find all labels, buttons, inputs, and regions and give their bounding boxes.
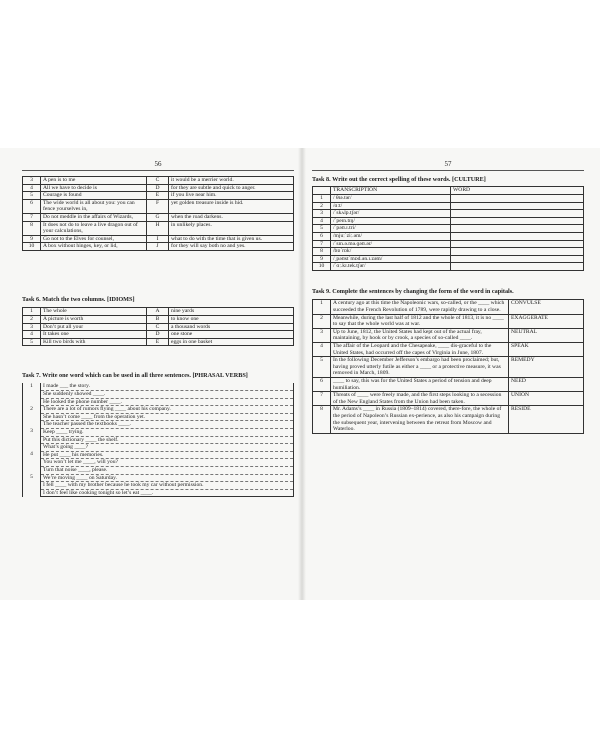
match-letter: A — [147, 308, 169, 316]
right-phrase: what to do with the time that is given us. — [169, 235, 294, 243]
match-letter: C — [147, 323, 169, 331]
row-number: 8 — [313, 406, 331, 433]
right-phrase: if you live near him. — [169, 192, 294, 200]
sentence: Mr. Adams’s ____ in Russia (1809–1814) covered, there-fore, the whole of the period of Napoleon’s Russian ex-perience, as also his campaign during the subsequent year, intervening between the retreat from Moscow and Waterloo. — [331, 406, 509, 433]
match-letter: C — [147, 177, 169, 185]
table-row — [313, 202, 584, 210]
table-row — [23, 383, 294, 390]
word-answer-cell[interactable] — [451, 232, 584, 240]
row-number: 5 — [313, 357, 331, 378]
right-phrase: when the road darkens. — [169, 213, 294, 221]
left-phrase: A pen is to me — [41, 177, 147, 185]
right-page — [312, 148, 584, 600]
book-gutter — [298, 148, 306, 600]
word-answer-cell[interactable] — [451, 202, 584, 210]
row-number: 4 — [23, 331, 41, 339]
idioms-continued-table — [22, 176, 294, 251]
word-answer-cell[interactable] — [451, 195, 584, 203]
row-number: 1 — [313, 195, 331, 203]
table-row — [23, 391, 294, 399]
left-phrase: The whole — [41, 308, 147, 316]
table-row — [23, 413, 294, 421]
sentence-line: I don’t feel like cooking tonight so let’s eat ____. — [41, 489, 294, 497]
table-row — [23, 482, 294, 490]
word-answer-cell[interactable] — [451, 225, 584, 233]
sentence-line: He put ____ his memories. — [41, 451, 294, 459]
table-row — [23, 177, 294, 185]
task7-table — [22, 383, 294, 497]
table-row — [23, 308, 294, 316]
left-phrase: All we have to decide is — [41, 184, 147, 192]
match-letter: B — [147, 316, 169, 324]
row-number: 1 — [23, 383, 41, 405]
task8-table — [312, 186, 584, 271]
table-row — [23, 235, 294, 243]
transcription: /ˈɑː.kɪ.tek.tʃər/ — [331, 263, 451, 271]
row-number: 3 — [23, 323, 41, 331]
table-row — [23, 213, 294, 221]
match-letter: D — [147, 184, 169, 192]
transcription: /ˈsɪn.ə.mə.ɡəʊ.ər/ — [331, 240, 451, 248]
sentence: ____ to say, this was for the United States a period of tension and deep humiliation. — [331, 377, 509, 391]
row-number: 4 — [313, 217, 331, 225]
right-phrase: for they are subtle and quick to anger. — [169, 184, 294, 192]
left-phrase: Kill two birds with — [41, 338, 147, 346]
table-row — [23, 428, 294, 436]
table-row — [313, 300, 584, 314]
transcription: /bɒˈrɒk/ — [331, 248, 451, 256]
left-page — [22, 148, 294, 600]
table-row — [313, 377, 584, 391]
table-row — [23, 184, 294, 192]
table-row — [313, 342, 584, 356]
table-row — [23, 199, 294, 213]
right-phrase: nine yards — [169, 308, 294, 316]
table-row — [23, 474, 294, 482]
table-row — [313, 232, 584, 240]
capital-word: RESIDE — [509, 406, 584, 433]
match-letter: G — [147, 213, 169, 221]
table-row — [23, 451, 294, 459]
sentence-line: There are a lot of rumors flying ____ about his company. — [41, 406, 294, 414]
transcription: /ˈpəʊ.ɪ.tri/ — [331, 225, 451, 233]
row-number: 4 — [23, 184, 41, 192]
table-row — [313, 240, 584, 248]
match-letter: E — [147, 192, 169, 200]
table-row — [23, 444, 294, 452]
sentence: Up to June, 1812, the United States had kept out of the actual fray, maintaining, by hook or by crook, a species of so-called ____. — [331, 328, 509, 342]
right-phrase: a thousand words — [169, 323, 294, 331]
capital-word: NEUTRAL — [509, 328, 584, 342]
row-number: 4 — [23, 451, 41, 474]
transcription: /mjuːˈziː.əm/ — [331, 232, 451, 240]
header-rule — [22, 170, 294, 171]
table-row — [23, 192, 294, 200]
word-answer-cell[interactable] — [451, 210, 584, 218]
page-number: 56 — [154, 160, 162, 168]
left-phrase: Don’t put all your — [41, 323, 147, 331]
row-number: 3 — [23, 428, 41, 451]
row-number: 5 — [23, 192, 41, 200]
table-row — [23, 421, 294, 429]
sentence-line: Turn that noise ____, please. — [41, 466, 294, 474]
right-phrase: eggs in one basket — [169, 338, 294, 346]
row-number: 7 — [313, 240, 331, 248]
sentence-line: The teacher passed the textbooks ____. — [41, 421, 294, 429]
book-spread — [0, 148, 600, 600]
row-number: 1 — [23, 308, 41, 316]
left-phrase: It does not do to leave a live dragon out of your calculations, — [41, 221, 147, 235]
transcription: / θɪə.tər/ — [331, 195, 451, 203]
sentence: A century ago at this time the Napoleonic wars, so-called, or the ____ which succeeded the French Revolution of 1789, were rapidly drawing to a close. — [331, 300, 509, 314]
table-row — [23, 406, 294, 414]
capital-word: EXAGGERATE — [509, 314, 584, 328]
table-row — [313, 392, 584, 406]
right-phrase: it would be a merrier world. — [169, 177, 294, 185]
table-row — [313, 217, 584, 225]
task8-block — [312, 176, 584, 271]
task-title: Task 8. Write out the correct spelling of these words. [CULTURE] — [312, 176, 486, 183]
row-number: 2 — [313, 202, 331, 210]
row-number: 3 — [23, 177, 41, 185]
header-cell: TRANSCRIPTION — [331, 187, 451, 195]
sentence-line: I fell ____ with my brother because he took my car without permission. — [41, 482, 294, 490]
row-number: 3 — [313, 328, 331, 342]
row-number: 5 — [23, 338, 41, 346]
table-row — [313, 328, 584, 342]
row-number: 2 — [313, 314, 331, 328]
row-number: 7 — [23, 213, 41, 221]
left-phrase: A box without hinges, key, or lid, — [41, 243, 147, 251]
match-letter: I — [147, 235, 169, 243]
row-number: 2 — [23, 316, 41, 324]
table-row — [23, 243, 294, 251]
header-cell — [313, 187, 331, 195]
table-row — [23, 489, 294, 497]
row-number: 5 — [23, 474, 41, 497]
sentence-line: Keep ____ trying. — [41, 428, 294, 436]
header-cell: WORD — [451, 187, 584, 195]
table-row — [313, 225, 584, 233]
row-number: 1 — [313, 300, 331, 314]
left-phrase: The wide world is all about you: you can fence yourselves in, — [41, 199, 147, 213]
capital-word: REMEDY — [509, 357, 584, 378]
capital-word: NEED — [509, 377, 584, 391]
row-number: 9 — [313, 255, 331, 263]
sentence: Threats of ____ were freely made, and the first steps looking to a secession of the New England States from the Union had been taken. — [331, 392, 509, 406]
row-number: 6 — [313, 377, 331, 391]
table-row — [313, 210, 584, 218]
table-row — [23, 398, 294, 406]
task-title: Task 9. Complete the sentences by changing the form of the word in capitals. — [312, 288, 514, 295]
word-answer-cell[interactable] — [451, 263, 584, 271]
table-row — [313, 255, 584, 263]
table-row — [313, 406, 584, 433]
header-rule — [312, 170, 584, 171]
table-row — [313, 263, 584, 271]
left-phrase: It takes one — [41, 331, 147, 339]
task6-block — [22, 296, 294, 346]
row-number: 10 — [313, 263, 331, 271]
match-letter: J — [147, 243, 169, 251]
sentence: Meanwhile, during the last half of 1812 and the whole of 1813, it is no ____ to say that the whole world was at war. — [331, 314, 509, 328]
table-row — [313, 357, 584, 378]
left-phrase: A picture is worth — [41, 316, 147, 324]
right-phrase: in unlikely places. — [169, 221, 294, 235]
right-phrase: one stone — [169, 331, 294, 339]
task9-block — [312, 288, 584, 434]
row-number: 7 — [313, 392, 331, 406]
sentence-line: He looked the phone number ____. — [41, 398, 294, 406]
capital-word: CONVULSE — [509, 300, 584, 314]
table-row — [23, 331, 294, 339]
transcription: /ˈskʌlp.tʃər/ — [331, 210, 451, 218]
word-answer-cell[interactable] — [451, 255, 584, 263]
transcription: /ˌpəʊstˈmɒd.ən.ɪ.zəm/ — [331, 255, 451, 263]
capital-word: SPEAK — [509, 342, 584, 356]
row-number: 8 — [313, 248, 331, 256]
table-row — [313, 195, 584, 203]
match-letter: H — [147, 221, 169, 235]
left-phrase: Courage is found — [41, 192, 147, 200]
table-row — [23, 459, 294, 467]
row-number: 8 — [23, 221, 41, 235]
word-answer-cell[interactable] — [451, 248, 584, 256]
word-answer-cell[interactable] — [451, 240, 584, 248]
row-number: 5 — [313, 225, 331, 233]
table-row — [313, 314, 584, 328]
idioms-continued-table-block — [22, 176, 294, 251]
row-number: 9 — [23, 235, 41, 243]
table-row — [313, 248, 584, 256]
right-phrase: for they will say both no and yes. — [169, 243, 294, 251]
table-row — [23, 221, 294, 235]
capital-word: UNION — [509, 392, 584, 406]
task7-block — [22, 372, 294, 497]
match-letter: D — [147, 331, 169, 339]
table-row — [23, 466, 294, 474]
match-letter: F — [147, 199, 169, 213]
transcription: /ˈpeɪn.tɪŋ/ — [331, 217, 451, 225]
word-answer-cell[interactable] — [451, 217, 584, 225]
sentence-line: You won’t let me ____, will you? — [41, 459, 294, 467]
sentence-line: I made ___ the story. — [41, 383, 294, 390]
sentence-line: We’re moving ____ on Saturday. — [41, 474, 294, 482]
table-row — [23, 436, 294, 444]
sentence-line: What’s going ____? — [41, 444, 294, 452]
row-number: 10 — [23, 243, 41, 251]
transcription: /ɑ:t/ — [331, 202, 451, 210]
table-row — [23, 316, 294, 324]
task9-table — [312, 299, 584, 433]
sentence: The affair of the Leopard and the Chesapeake, ____ dis-graceful to the United States, had occurred off the capes of Virginia in June, 1807. — [331, 342, 509, 356]
task6-table — [22, 307, 294, 346]
table-row — [23, 338, 294, 346]
sentence-line: She hasn’t come ____ from the operation yet. — [41, 413, 294, 421]
task-title: Task 6. Match the two columns. [IDIOMS] — [22, 296, 135, 303]
page-number: 57 — [444, 160, 452, 168]
sentence-line: Put this dictionary ____ the shelf. — [41, 436, 294, 444]
left-phrase: Go not to the Elves for counsel, — [41, 235, 147, 243]
left-phrase: Do not meddle in the affairs of Wizards, — [41, 213, 147, 221]
row-number: 6 — [23, 199, 41, 213]
right-phrase: to know one — [169, 316, 294, 324]
row-number: 6 — [313, 232, 331, 240]
table-row — [23, 323, 294, 331]
match-letter: E — [147, 338, 169, 346]
right-phrase: yet golden treasure inside is hid. — [169, 199, 294, 213]
row-number: 4 — [313, 342, 331, 356]
sentence: In the following December Jefferson’s embargo had been proclaimed; but, having proved utterly futile as either a ____ or a protective measure, it was removed in March, 1809. — [331, 357, 509, 378]
task-title: Task 7. Write one word which can be used in all three sentences. [PHRASAL VERBS] — [22, 372, 248, 379]
row-number: 2 — [23, 406, 41, 429]
sentence-line: She suddenly showed ____. — [41, 391, 294, 399]
row-number: 3 — [313, 210, 331, 218]
